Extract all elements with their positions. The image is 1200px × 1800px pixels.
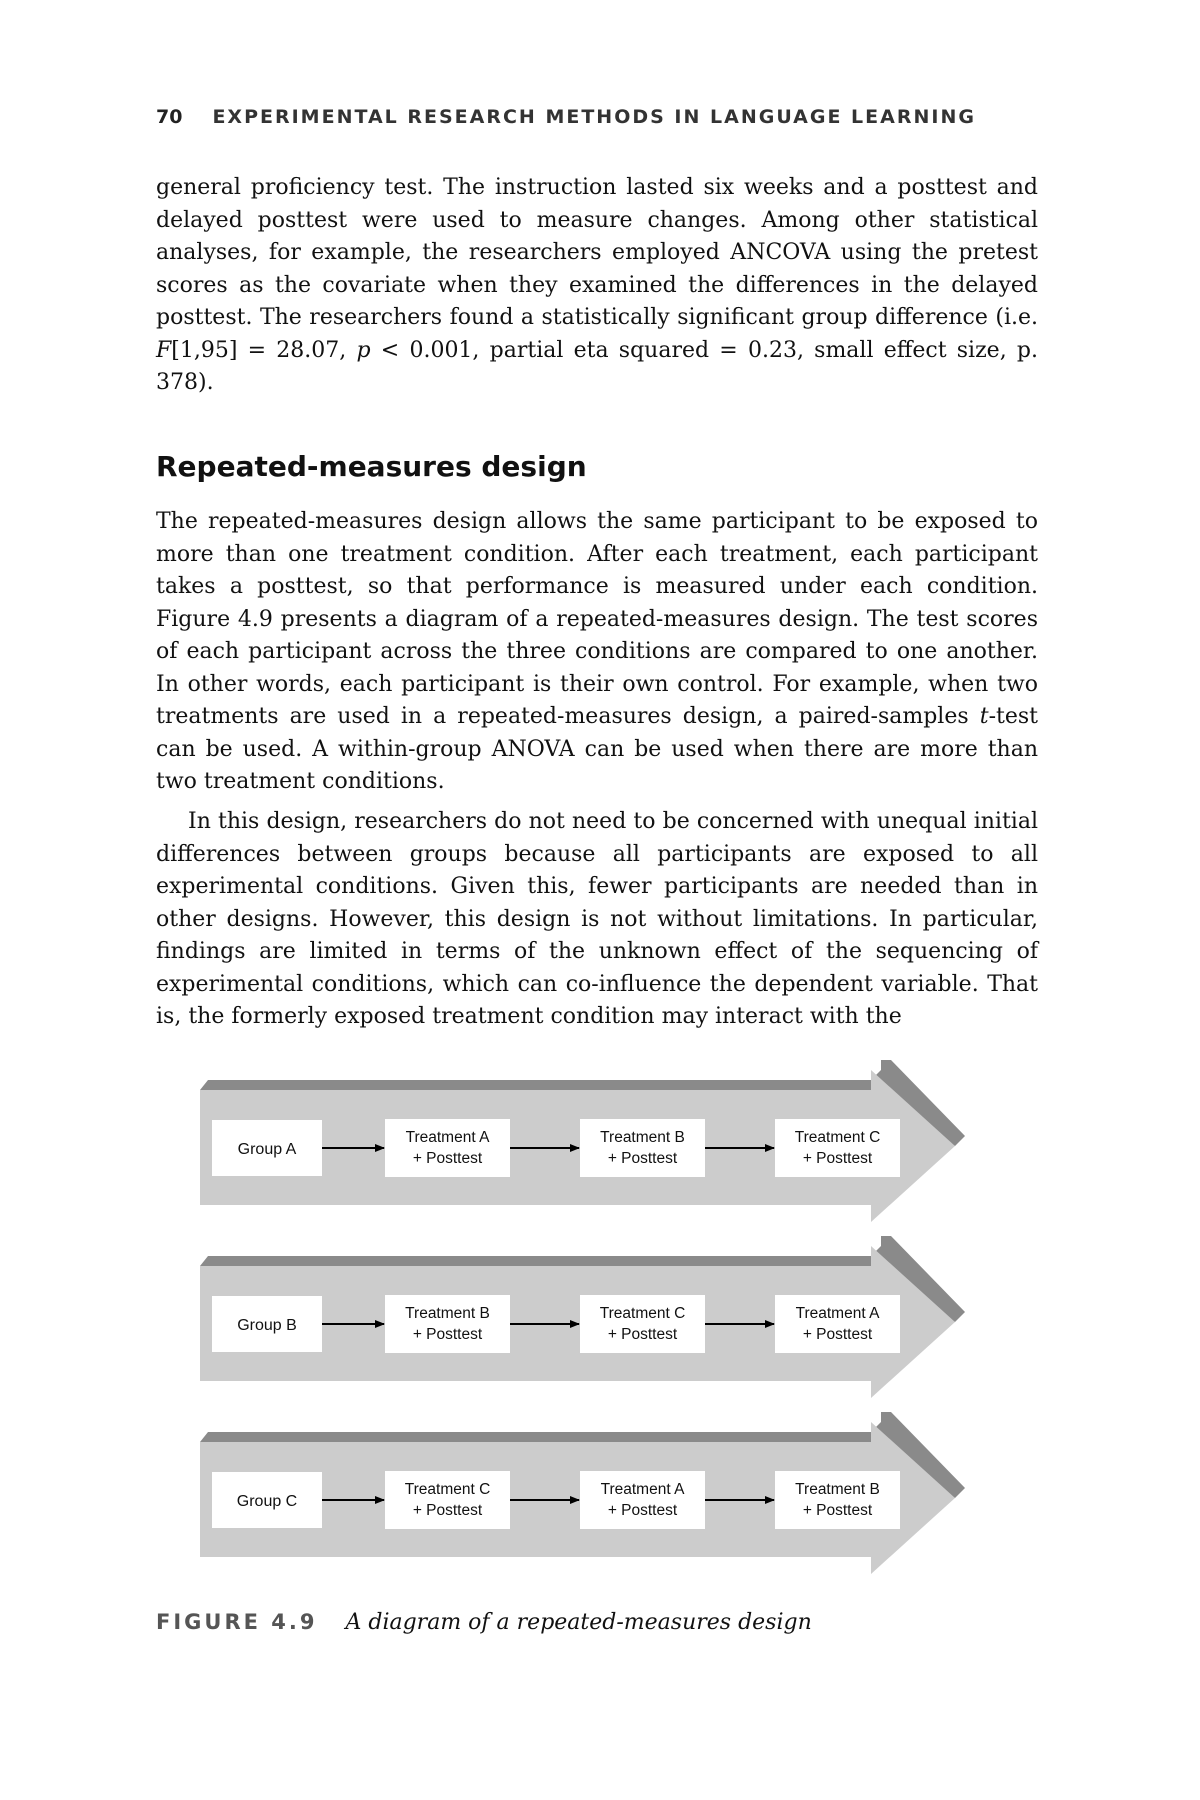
- treatment-label: Treatment B: [795, 1481, 880, 1498]
- posttest-label: + Posttest: [802, 1150, 873, 1167]
- repeated-measures-diagram: [200, 1050, 1000, 1590]
- t-symbol: t: [979, 704, 989, 729]
- posttest-label: + Posttest: [412, 1326, 483, 1343]
- group-label: Group A: [237, 1141, 297, 1158]
- treatment-label: Treatment A: [795, 1305, 880, 1322]
- treatment-label: Treatment C: [404, 1481, 491, 1498]
- treatment-box: [385, 1295, 510, 1353]
- diagram-row: [200, 1236, 965, 1398]
- section-heading: Repeated-measures design: [156, 450, 587, 483]
- p-symbol: p: [356, 337, 371, 363]
- treatment-label: Treatment C: [599, 1305, 686, 1322]
- diagram-row: [200, 1412, 965, 1574]
- treatment-box: [775, 1471, 900, 1529]
- treatment-box: [775, 1295, 900, 1353]
- paragraph-ancova-example: [156, 172, 1038, 400]
- f-symbol: F: [156, 337, 172, 363]
- treatment-label: Treatment B: [600, 1129, 685, 1146]
- figure-caption-text: A diagram of a repeated-measures design: [345, 1610, 812, 1635]
- paragraph-limitations: [156, 806, 1038, 1034]
- paragraph1-part-c: < 0.001, partial eta squared = 0.23, small effect size, p. 378).: [156, 337, 1038, 395]
- posttest-label: + Posttest: [802, 1502, 873, 1519]
- posttest-label: + Posttest: [802, 1326, 873, 1343]
- group-label: Group B: [237, 1317, 297, 1334]
- paragraph2-part-b: -test can be used. A within-group ANOVA can be used when there are more than two treatment conditions.: [156, 704, 1038, 794]
- treatment-box: [580, 1119, 705, 1177]
- paragraph1-part-a: general proficiency test. The instruction lasted six weeks and a posttest and delayed posttest were used to measure changes. Among other statistical analyses, for example, the researchers employed ANCOVA using the pretest scores as the covariate when they examined the differences in the delayed posttest. The researchers found a statistically significant group difference (i.e.: [156, 175, 1038, 330]
- paragraph-repeated-measures-intro: [156, 506, 1038, 799]
- treatment-box: [385, 1471, 510, 1529]
- diagram-row: [200, 1060, 965, 1222]
- treatment-box: [385, 1119, 510, 1177]
- treatment-box: [775, 1119, 900, 1177]
- figure-label: FIGURE 4.9: [156, 1610, 318, 1634]
- paragraph2-part-a: The repeated-measures design allows the same participant to be exposed to more than one treatment condition. After each treatment, each participant takes a posttest, so that performance is measured under each condition. Figure 4.9 presents a diagram of a repeated-measures design. The test scores of each participant across the three conditions are compared to one another. In other words, each participant is their own control. For example, when two treatments are used in a repeated-measures design, a paired-samples: [156, 509, 1038, 729]
- treatment-label: Treatment A: [405, 1129, 490, 1146]
- treatment-label: Treatment A: [600, 1481, 685, 1498]
- posttest-label: + Posttest: [607, 1326, 678, 1343]
- posttest-label: + Posttest: [607, 1502, 678, 1519]
- posttest-label: + Posttest: [607, 1150, 678, 1167]
- figure-caption: [156, 1610, 812, 1635]
- running-head: [156, 106, 976, 128]
- treatment-box: [580, 1471, 705, 1529]
- page-number: 70: [156, 106, 183, 128]
- paragraph1-part-b: [1,95] = 28.07,: [171, 337, 357, 363]
- paragraph3-text: In this design, researchers do not need to be concerned with unequal initial differences between groups because all participants are exposed to all experimental conditions. Given this, fewer participants are needed than in other designs. However, this design is not without limitations. In particular, findings are limited in terms of the unknown effect of the sequencing of experimental conditions, which can co-influence the dependent variable. That is, the formerly exposed treatment condition may interact with the: [156, 809, 1038, 1029]
- treatment-label: Treatment C: [794, 1129, 881, 1146]
- running-head-title: EXPERIMENTAL RESEARCH METHODS IN LANGUAGE LEARNING: [212, 106, 976, 128]
- treatment-label: Treatment B: [405, 1305, 490, 1322]
- posttest-label: + Posttest: [412, 1150, 483, 1167]
- group-label: Group C: [236, 1493, 298, 1510]
- posttest-label: + Posttest: [412, 1502, 483, 1519]
- treatment-box: [580, 1295, 705, 1353]
